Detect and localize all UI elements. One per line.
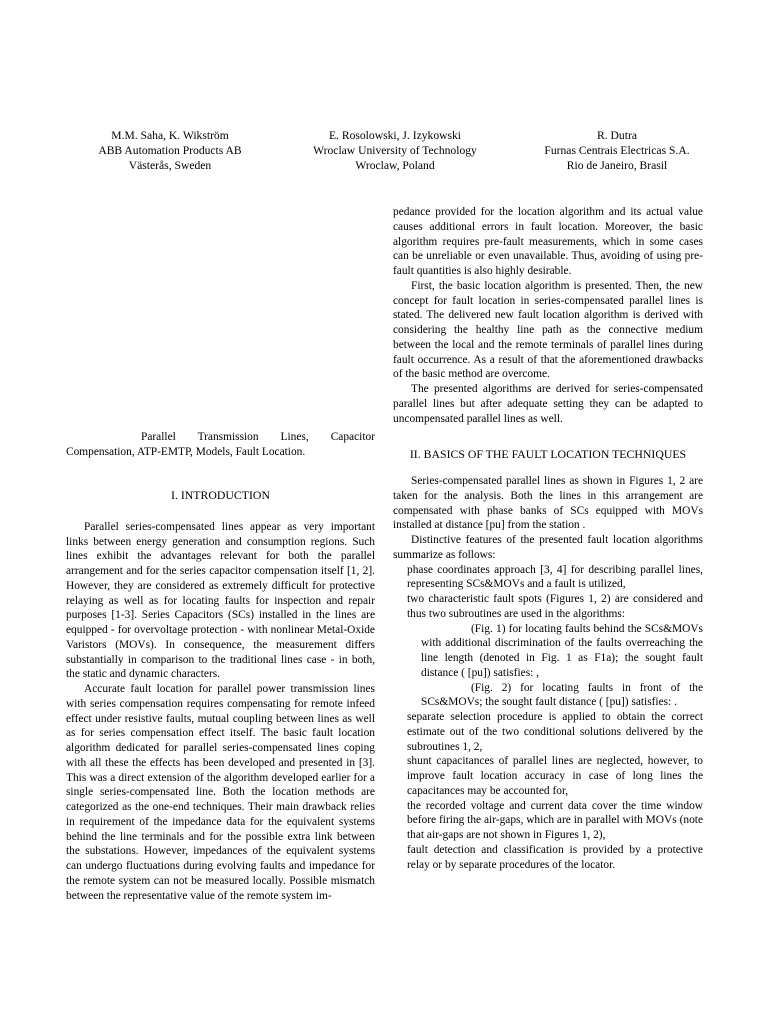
left-column	[66, 488, 375, 903]
author-organization: Wroclaw University of Technology	[313, 144, 477, 157]
author-location: Rio de Janeiro, Brasil	[566, 159, 668, 172]
list-item: phase coordinates approach [3, 4] for describing parallel lines, representing SCs&MOVs and a fault is utilized,	[407, 563, 703, 591]
section-heading-introduction: I. INTRODUCTION	[171, 488, 270, 502]
paragraph: First, the basic location algorithm is presented. Then, the new concept for fault location in series-compensated parallel lines is stated. The delivered new fault location algorithm is derived with considering the healthy line path as the connective medium between the local and the remote terminals of parallel lines during fault occurrence. As a result of that the aforementioned drawbacks of the basic method are overcome.	[393, 279, 703, 381]
author-block-3	[517, 128, 717, 173]
author-block-1	[70, 128, 270, 173]
list-item: (Fig. 2) for locating faults in front of the SCs&MOVs; the sought fault distance ( [pu]) satisfies: .	[421, 681, 703, 709]
keywords-text: Parallel Transmission Lines, Capacitor Compensation, ATP-EMTP, Models, Fault Location.	[66, 431, 375, 458]
author-names: R. Dutra	[597, 129, 637, 142]
author-location: Wroclaw, Poland	[355, 159, 435, 172]
paragraph: Distinctive features of the presented fault location algorithms summarize as follows:	[393, 534, 703, 561]
paragraph: Parallel series-compensated lines appear as very important links between energy generation and consumption regions. Such lines exhibit the advantages relevant for both the parallel arrangement and for the series capacitor compensation itself [1, 2]. However, they are considered as extremely difficult for protective relaying as well as for locating faults for inspection and repair purposes [1-3]. Series Capacitors (SCs) installed in the lines are equipped - for overvoltage protection - with nonlinear Metal-Oxide Varistors (MOVs). In consequence, the measurement differs substantially in comparison to the traditional lines case - in both, the static and dynamic characters.	[66, 520, 375, 681]
list-item: fault detection and classification is provided by a protective relay or by separate procedures of the locator.	[407, 843, 703, 871]
paragraph: Accurate fault location for parallel power transmission lines with series compensation requires compensating for remote infeed effect under resistive faults, mutual coupling between lines as well as for series compensation effect itself. The basic fault location algorithm dedicated for parallel series-compensated lines coping with all these the effects has been developed and presented in [3]. This was a direct extension of the algorithm developed earlier for a single series-compensated line. Both the location methods are categorized as the one-end techniques. Their main drawback relies in requirement of the impedance data for the equivalent systems behind the line terminals and for the possible extra link between the substations. However, impedances of the equivalent systems can undergo fluctuations during evolving faults and impedance for the remote system can not be measured locally. Possible mismatch between the representative value of the remote system im-	[66, 683, 375, 902]
author-location: Västerås, Sweden	[128, 159, 212, 172]
list-item: separate selection procedure is applied to obtain the correct estimate out of the two conditional solutions delivered by the subroutines 1, 2,	[407, 711, 703, 753]
author-organization: ABB Automation Products AB	[98, 144, 242, 157]
list-item: the recorded voltage and current data cover the time window before firing the air-gaps, which are in parallel with MOVs (note that air-gaps are not shown in Figures 1, 2),	[407, 799, 703, 841]
right-column	[393, 205, 703, 872]
keywords-block	[66, 430, 375, 460]
author-organization: Furnas Centrais Electricas S.A.	[544, 144, 690, 157]
section-heading-basics: II. BASICS OF THE FAULT LOCATION TECHNIQUES	[409, 447, 687, 462]
list-item: (Fig. 1) for locating faults behind the SCs&MOVs with additional discrimination of the faults overreaching the line length (denoted in Fig. 1 as F1a); the sought fault distance ( [pu]) satisfies: ,	[421, 622, 703, 679]
paragraph: The presented algorithms are derived for series-compensated parallel lines but after adequate setting they can be adapted to uncompensated parallel lines as well.	[393, 383, 703, 425]
paragraph: Series-compensated parallel lines as shown in Figures 1, 2 are taken for the analysis. Both the lines in this arrangement are compensated with phase banks of SCs equipped with MOVs installed at distance [pu] from the station .	[393, 475, 703, 532]
author-names: E. Rosolowski, J. Izykowski	[328, 129, 462, 142]
list-item: two characteristic fault spots (Figures 1, 2) are considered and thus two subroutines are used in the algorithms:	[407, 593, 703, 620]
author-block-2	[295, 128, 495, 173]
paragraph: pedance provided for the location algorithm and its actual value causes additional errors in fault location. Moreover, the basic algorithm requires pre-fault measurements, which in some cases can be unreliable or even unavailable. Thus, avoiding of using pre-fault quantities is also highly desirable.	[393, 206, 703, 277]
author-names: M.M. Saha, K. Wikström	[111, 129, 229, 142]
list-item: shunt capacitances of parallel lines are neglected, however, to improve fault location accuracy in case of long lines the capacitances may be accounted for,	[407, 755, 703, 797]
features-list	[393, 563, 703, 873]
